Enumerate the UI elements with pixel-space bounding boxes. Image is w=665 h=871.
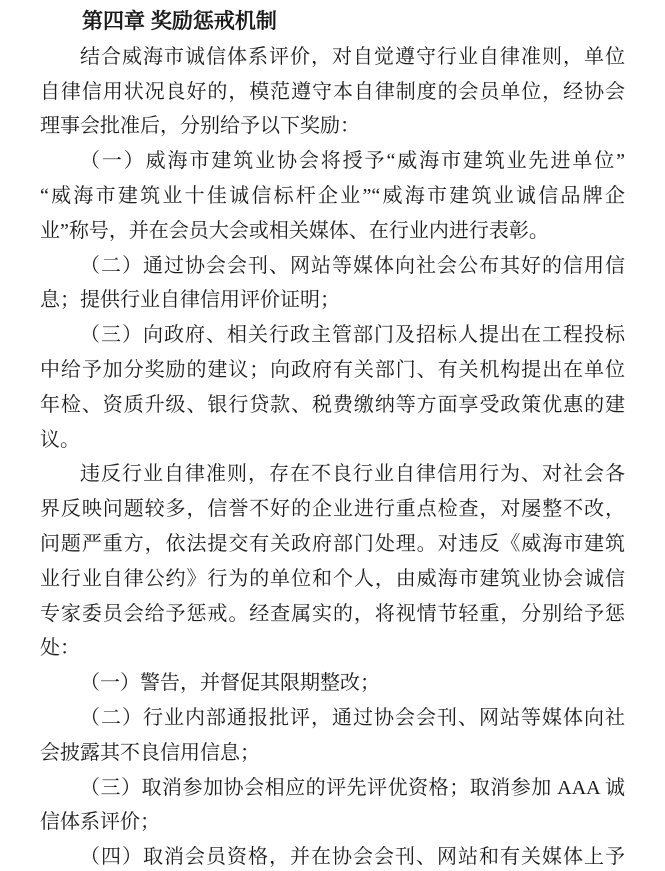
text-line: 息；提供行业自律信用评价证明； [40,289,340,312]
text-line: （四）取消会员资格，并在协会会刊、网站和有关媒体上予 [80,846,625,869]
chapter-heading: 第四章 奖励惩戒机制 [82,10,277,33]
text-line: 自律信用状况良好的，模范遵守本自律制度的会员单位，经协会 [40,80,625,103]
text-line: 界反映问题较多，信誉不好的企业进行重点检查，对屡整不改， [40,498,625,521]
text-line: 业行业自律公约》行为的单位和个人，由威海市建筑业协会诚信 [40,567,625,590]
text-line: （三）取消参加协会相应的评先评优资格；取消参加 AAA 诚 [80,776,625,799]
text-line: 信体系评价； [40,811,160,834]
text-line: 会披露其不良信用信息； [40,741,260,764]
text-line: 议。 [40,428,80,451]
text-line: （二）通过协会会刊、网站等媒体向社会公布其好的信用信 [80,254,625,277]
text-line: 结合威海市诚信体系评价，对自觉遵守行业自律准则，单位 [80,45,625,68]
text-line: 处： [40,637,80,660]
text-line: 违反行业自律准则，存在不良行业自律信用行为、对社会各 [80,463,625,486]
text-line: （一）警告，并督促其限期整改； [80,672,380,695]
text-line: 年检、资质升级、银行贷款、税费缴纳等方面享受政策优惠的建 [40,393,625,416]
text-line: 中给予加分奖励的建议；向政府有关部门、有关机构提出在单位 [40,358,625,381]
text-line: 问题严重方，依法提交有关政府部门处理。对违反《威海市建筑 [40,532,625,555]
text-line: （二）行业内部通报批评，通过协会会刊、网站等媒体向社 [80,706,625,729]
document-body [40,40,625,871]
text-line: （三）向政府、相关行政主管部门及招标人提出在工程投标 [80,324,625,347]
text-line: （一）威海市建筑业协会将授予“威海市建筑业先进单位” [80,150,625,173]
text-line: “威海市建筑业十佳诚信标杆企业”“威海市建筑业诚信品牌企 [40,184,625,207]
text-line: 理事会批准后，分别给予以下奖励： [40,115,360,138]
text-line: 业”称号，并在会员大会或相关媒体、在行业内进行表彰。 [40,219,549,242]
text-line: 专家委员会给予惩戒。经查属实的，将视情节轻重，分别给予惩 [40,602,625,625]
